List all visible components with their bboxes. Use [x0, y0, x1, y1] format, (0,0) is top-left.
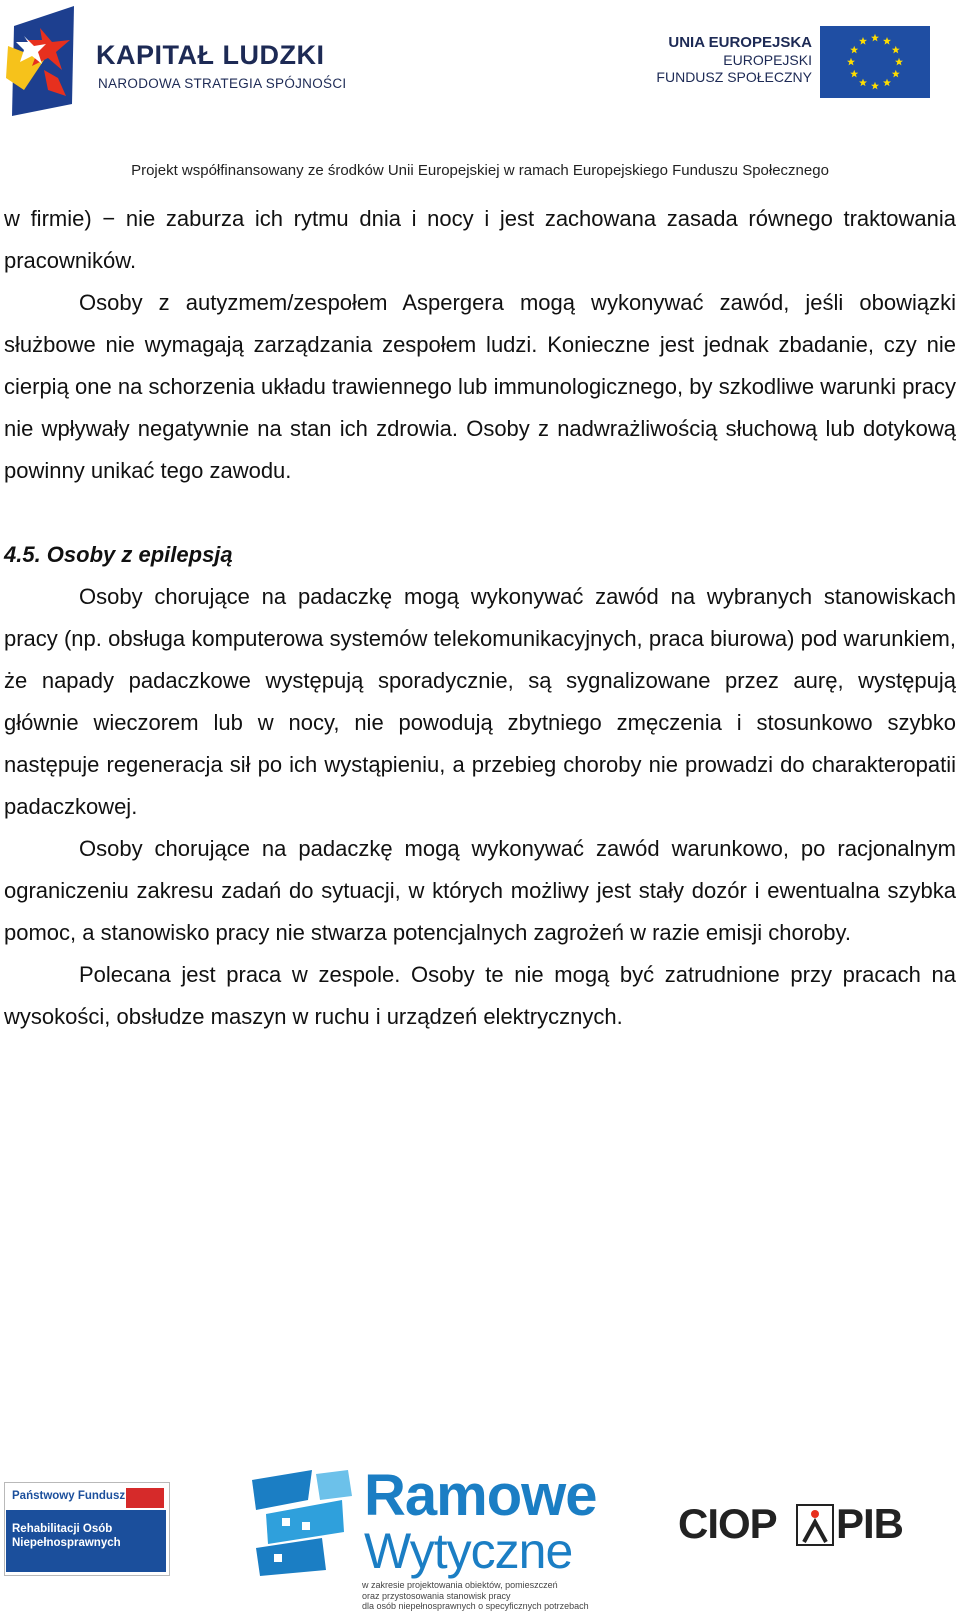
- paragraph-5: Polecana jest praca w zespole. Osoby te nie mogą być zatrudnione przy pracach na wysokości, obsłudze maszyn w ruchu i urządzeń elektrycznych.: [4, 962, 956, 1029]
- wytyczne-title: Wytyczne: [364, 1523, 573, 1579]
- document-body: [4, 198, 956, 1038]
- spacer: [4, 492, 956, 534]
- kapital-ludzki-title: KAPITAŁ LUDZKI: [96, 40, 325, 70]
- eu-flag-icon: [820, 26, 930, 98]
- ciop-pib-logo: [678, 1500, 932, 1550]
- ramowe-subtitle-line-1: w zakresie projektowania obiektów, pomieszczeń: [362, 1580, 558, 1590]
- ramowe-subtitle: [362, 1580, 589, 1612]
- cofunding-note: Projekt współfinansowany ze środków Unii Europejskiej w ramach Europejskiego Funduszu Społecznego: [131, 162, 829, 179]
- paragraph-1: w firmie) − nie zaburza ich rytmu dnia i nocy i jest zachowana zasada równego traktowania pracowników.: [4, 206, 956, 273]
- section-heading: 4.5. Osoby z epilepsją: [4, 542, 233, 567]
- ramowe-title: Ramowe: [364, 1463, 597, 1528]
- pfron-logo: [4, 1482, 170, 1576]
- ciop-text: CIOP: [678, 1500, 777, 1547]
- pfron-line-2: Rehabilitacji Osób Niepełnosprawnych: [12, 1523, 121, 1549]
- ramowe-subtitle-line-3: dla osób niepełnosprawnych o specyficznych potrzebach: [362, 1601, 589, 1611]
- pib-text: PIB: [836, 1500, 904, 1547]
- person-icon: [796, 1504, 834, 1546]
- paragraph-2: Osoby z autyzmem/zespołem Aspergera mogą wykonywać zawód, jeśli obowiązki służbowe nie wymagają zarządzania zespołem ludzi. Konieczne jest jednak zbadanie, czy nie cierpią one na schorzenia układu trawiennego lub immunologicznego, by szkodliwe warunki pracy nie wpływały negatywnie na stan ich zdrowia. Osoby z nadwrażliwością słuchową lub dotykową powinny unikać tego zawodu.: [4, 290, 956, 483]
- eu-line-1: UNIA EUROPEJSKA: [668, 34, 812, 51]
- eu-text-block: [612, 34, 812, 86]
- ramowe-subtitle-line-2: oraz przystosowania stanowisk pracy: [362, 1590, 511, 1601]
- paragraph-3: Osoby chorujące na padaczkę mogą wykonywać zawód na wybranych stanowiskach pracy (np. obsługa komputerowa systemów telekomunikacyjnych, praca biurowa) pod warunkiem, że napady padaczkowe występują sporadycznie, są sygnalizowane przez aurę, występują głównie wieczorem lub w nocy, nie powodują zbytniego zmęczenia i stosunkowo szybko następuje regeneracja sił po ich wystąpieniu, a przebieg choroby nie prowadzi do charakteropatii padaczkowej.: [4, 584, 956, 819]
- eu-line-2: EUROPEJSKI: [723, 52, 812, 68]
- ramowe-wytyczne-graphic: [252, 1470, 356, 1576]
- paragraph-4: Osoby chorujące na padaczkę mogą wykonywać zawód warunkowo, po racjonalnym ograniczeniu zakresu zadań do sytuacji, w których możliwy jest stały dozór i ewentualna szybka pomoc, a stanowisko pracy nie stwarza potencjalnych zagrożeń w razie emisji choroby.: [4, 836, 956, 945]
- eu-line-3: FUNDUSZ SPOŁECZNY: [656, 69, 812, 85]
- pfron-line-1: Państwowy Fundusz: [12, 1490, 126, 1502]
- kapital-ludzki-subtitle: NARODOWA STRATEGIA SPÓJNOŚCI: [98, 76, 347, 91]
